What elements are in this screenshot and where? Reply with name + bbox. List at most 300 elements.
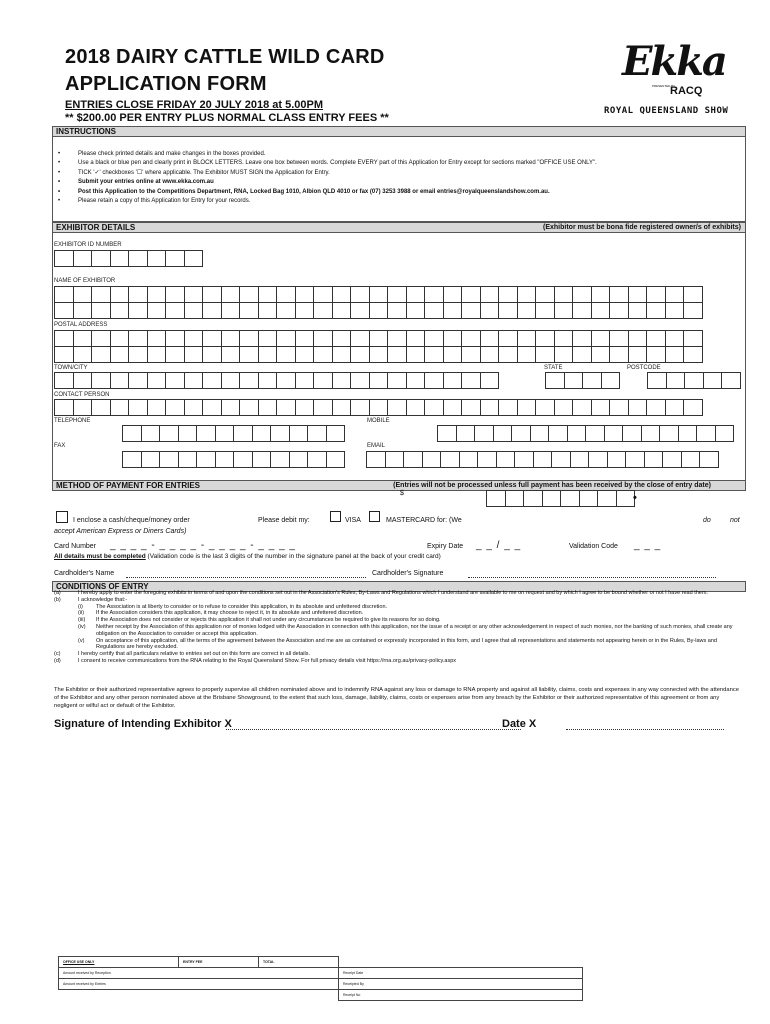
fax-field[interactable] [123,451,345,468]
input-box[interactable] [91,286,111,303]
input-box[interactable] [165,372,185,389]
input-box[interactable] [369,399,389,416]
input-box[interactable] [535,346,555,363]
input-box[interactable] [295,372,315,389]
input-box[interactable] [591,346,611,363]
input-box[interactable] [387,302,407,319]
input-box[interactable] [313,399,333,416]
input-box[interactable] [480,330,500,347]
input-box[interactable] [604,425,624,442]
input-box[interactable] [295,399,315,416]
input-box[interactable] [147,346,167,363]
input-box[interactable] [406,286,426,303]
input-box[interactable] [530,425,550,442]
input-box[interactable] [221,399,241,416]
input-box[interactable] [350,346,370,363]
input-box[interactable] [609,302,629,319]
email-field[interactable] [367,451,719,468]
input-box[interactable] [628,302,648,319]
input-box[interactable] [474,425,494,442]
input-box[interactable] [572,399,592,416]
input-box[interactable] [276,399,296,416]
input-box[interactable] [258,330,278,347]
input-box[interactable] [110,286,130,303]
input-box[interactable] [128,346,148,363]
input-box[interactable] [258,286,278,303]
input-box[interactable] [560,490,580,507]
input-box[interactable] [91,250,111,267]
input-box[interactable] [110,250,130,267]
input-box[interactable] [666,372,686,389]
input-box[interactable] [196,425,216,442]
input-box[interactable] [91,399,111,416]
input-box[interactable] [461,330,481,347]
input-box[interactable] [258,302,278,319]
input-box[interactable] [542,490,562,507]
input-box[interactable] [91,302,111,319]
input-box[interactable] [369,346,389,363]
input-box[interactable] [461,302,481,319]
input-box[interactable] [332,372,352,389]
input-box[interactable] [54,399,74,416]
input-box[interactable] [313,286,333,303]
input-box[interactable] [659,425,679,442]
input-box[interactable] [350,372,370,389]
input-box[interactable] [567,425,587,442]
input-box[interactable] [403,451,423,468]
input-box[interactable] [554,302,574,319]
input-box[interactable] [307,451,327,468]
telephone-field[interactable] [123,425,345,442]
input-box[interactable] [54,286,74,303]
input-box[interactable] [609,346,629,363]
input-box[interactable] [498,346,518,363]
input-box[interactable] [424,372,444,389]
input-box[interactable] [147,330,167,347]
input-box[interactable] [276,346,296,363]
input-box[interactable] [128,372,148,389]
input-box[interactable] [165,250,185,267]
input-box[interactable] [424,302,444,319]
input-box[interactable] [165,346,185,363]
input-box[interactable] [73,372,93,389]
input-box[interactable] [184,399,204,416]
input-box[interactable] [165,302,185,319]
input-box[interactable] [73,302,93,319]
input-box[interactable] [609,399,629,416]
input-box[interactable] [440,451,460,468]
input-box[interactable] [239,302,259,319]
input-box[interactable] [486,490,506,507]
input-box[interactable] [165,330,185,347]
input-box[interactable] [572,330,592,347]
input-box[interactable] [350,286,370,303]
input-box[interactable] [387,399,407,416]
input-box[interactable] [461,286,481,303]
input-box[interactable] [443,302,463,319]
input-box[interactable] [313,302,333,319]
input-box[interactable] [564,372,584,389]
input-box[interactable] [147,302,167,319]
validation-field[interactable]: _ _ _ [634,540,662,551]
input-box[interactable] [628,346,648,363]
mastercard-checkbox[interactable] [369,511,380,522]
input-box[interactable] [91,346,111,363]
input-box[interactable] [369,372,389,389]
input-box[interactable] [313,372,333,389]
input-box[interactable] [579,490,599,507]
input-box[interactable] [699,451,719,468]
amount-field[interactable] [487,490,635,507]
input-box[interactable] [461,346,481,363]
input-box[interactable] [276,302,296,319]
input-box[interactable] [221,330,241,347]
input-box[interactable] [159,451,179,468]
input-box[interactable] [597,490,617,507]
input-box[interactable] [628,286,648,303]
input-box[interactable] [239,372,259,389]
input-box[interactable] [295,346,315,363]
input-box[interactable] [535,330,555,347]
input-box[interactable] [582,372,602,389]
input-box[interactable] [696,425,716,442]
input-box[interactable] [644,451,664,468]
input-box[interactable] [443,286,463,303]
input-box[interactable] [313,330,333,347]
input-box[interactable] [517,286,537,303]
input-box[interactable] [73,250,93,267]
input-box[interactable] [424,286,444,303]
input-box[interactable] [258,346,278,363]
input-box[interactable] [313,346,333,363]
input-box[interactable] [141,451,161,468]
input-box[interactable] [122,451,142,468]
input-box[interactable] [437,425,457,442]
input-box[interactable] [128,399,148,416]
input-box[interactable] [683,399,703,416]
cash-checkbox[interactable] [56,511,68,523]
exhibitor-name-row2[interactable] [55,302,703,319]
input-box[interactable] [141,425,161,442]
input-box[interactable] [110,399,130,416]
input-box[interactable] [601,372,621,389]
input-box[interactable] [665,399,685,416]
input-box[interactable] [369,330,389,347]
input-box[interactable] [73,346,93,363]
input-box[interactable] [591,399,611,416]
input-box[interactable] [535,399,555,416]
input-box[interactable] [480,372,500,389]
input-box[interactable] [350,330,370,347]
input-box[interactable] [406,302,426,319]
input-box[interactable] [498,302,518,319]
input-box[interactable] [498,286,518,303]
input-box[interactable] [202,372,222,389]
town-field[interactable] [55,372,499,389]
input-box[interactable] [332,346,352,363]
input-box[interactable] [588,451,608,468]
input-box[interactable] [202,330,222,347]
input-box[interactable] [514,451,534,468]
input-box[interactable] [184,302,204,319]
input-box[interactable] [498,330,518,347]
input-box[interactable] [159,425,179,442]
input-box[interactable] [511,425,531,442]
input-box[interactable] [332,286,352,303]
input-box[interactable] [221,302,241,319]
input-box[interactable] [665,330,685,347]
input-box[interactable] [554,346,574,363]
input-box[interactable] [498,399,518,416]
postal-address-row1[interactable] [55,330,703,347]
input-box[interactable] [54,346,74,363]
mobile-field[interactable] [438,425,734,442]
input-box[interactable] [128,286,148,303]
input-box[interactable] [270,451,290,468]
input-box[interactable] [276,330,296,347]
input-box[interactable] [609,286,629,303]
input-box[interactable] [350,302,370,319]
input-box[interactable] [233,451,253,468]
postcode-field[interactable] [648,372,741,389]
input-box[interactable] [572,286,592,303]
input-box[interactable] [533,451,553,468]
input-box[interactable] [480,302,500,319]
input-box[interactable] [165,399,185,416]
input-box[interactable] [258,372,278,389]
contact-field[interactable] [55,399,703,416]
input-box[interactable] [307,425,327,442]
input-box[interactable] [184,250,204,267]
input-box[interactable] [443,372,463,389]
state-field[interactable] [546,372,620,389]
input-box[interactable] [239,399,259,416]
input-box[interactable] [665,302,685,319]
input-box[interactable] [523,490,543,507]
input-box[interactable] [646,399,666,416]
input-box[interactable] [683,302,703,319]
input-box[interactable] [184,286,204,303]
input-box[interactable] [554,399,574,416]
input-box[interactable] [591,302,611,319]
input-box[interactable] [221,346,241,363]
input-box[interactable] [424,346,444,363]
input-box[interactable] [387,346,407,363]
input-box[interactable] [406,346,426,363]
input-box[interactable] [517,399,537,416]
input-box[interactable] [387,330,407,347]
input-box[interactable] [625,451,645,468]
input-box[interactable] [385,451,405,468]
input-box[interactable] [517,346,537,363]
input-box[interactable] [54,302,74,319]
input-box[interactable] [628,399,648,416]
input-box[interactable] [678,425,698,442]
input-box[interactable] [239,286,259,303]
input-box[interactable] [184,372,204,389]
input-box[interactable] [128,302,148,319]
input-box[interactable] [443,399,463,416]
input-box[interactable] [554,286,574,303]
input-box[interactable] [295,302,315,319]
input-box[interactable] [683,330,703,347]
input-box[interactable] [165,286,185,303]
input-box[interactable] [609,330,629,347]
input-box[interactable] [332,330,352,347]
input-box[interactable] [572,302,592,319]
input-box[interactable] [233,425,253,442]
input-box[interactable] [196,451,216,468]
input-box[interactable] [91,372,111,389]
input-box[interactable] [517,330,537,347]
input-box[interactable] [326,451,346,468]
input-box[interactable] [683,286,703,303]
input-box[interactable] [73,286,93,303]
input-box[interactable] [387,372,407,389]
input-box[interactable] [239,346,259,363]
input-box[interactable] [332,399,352,416]
exhibitor-id-field[interactable] [55,250,203,267]
input-box[interactable] [147,286,167,303]
input-box[interactable] [369,286,389,303]
input-box[interactable] [572,346,592,363]
input-box[interactable] [480,399,500,416]
input-box[interactable] [456,425,476,442]
input-box[interactable] [326,425,346,442]
input-box[interactable] [703,372,723,389]
input-box[interactable] [665,286,685,303]
input-box[interactable] [646,286,666,303]
input-box[interactable] [73,399,93,416]
input-box[interactable] [406,372,426,389]
input-box[interactable] [110,346,130,363]
input-box[interactable] [622,425,642,442]
input-box[interactable] [607,451,627,468]
input-box[interactable] [665,346,685,363]
input-box[interactable] [591,330,611,347]
input-box[interactable] [369,302,389,319]
input-box[interactable] [480,346,500,363]
input-box[interactable] [517,302,537,319]
input-box[interactable] [54,330,74,347]
input-box[interactable] [221,286,241,303]
postal-address-row2[interactable] [55,346,703,363]
input-box[interactable] [54,250,74,267]
input-box[interactable] [184,346,204,363]
input-box[interactable] [332,302,352,319]
expiry-field[interactable]: _ _ / _ _ [476,540,522,551]
input-box[interactable] [628,330,648,347]
input-box[interactable] [424,399,444,416]
input-box[interactable] [461,372,481,389]
input-box[interactable] [73,330,93,347]
input-box[interactable] [591,286,611,303]
input-box[interactable] [147,372,167,389]
input-box[interactable] [252,425,272,442]
input-box[interactable] [459,451,479,468]
input-box[interactable] [295,330,315,347]
signature-field[interactable] [226,729,521,730]
input-box[interactable] [215,451,235,468]
input-box[interactable] [681,451,701,468]
input-box[interactable] [554,330,574,347]
input-box[interactable] [477,451,497,468]
input-box[interactable] [276,286,296,303]
input-box[interactable] [641,425,661,442]
input-box[interactable] [505,490,525,507]
input-box[interactable] [496,451,516,468]
input-box[interactable] [551,451,571,468]
input-box[interactable] [202,346,222,363]
input-box[interactable] [646,302,666,319]
date-field[interactable] [566,729,724,730]
input-box[interactable] [424,330,444,347]
cardholder-signature-field[interactable] [468,577,716,578]
input-box[interactable] [545,372,565,389]
input-box[interactable] [276,372,296,389]
input-box[interactable] [366,451,386,468]
input-box[interactable] [684,372,704,389]
input-box[interactable] [128,250,148,267]
input-box[interactable] [128,330,148,347]
visa-checkbox[interactable] [330,511,341,522]
input-box[interactable] [178,451,198,468]
input-box[interactable] [585,425,605,442]
input-box[interactable] [443,330,463,347]
input-box[interactable] [270,425,290,442]
input-box[interactable] [548,425,568,442]
input-box[interactable] [258,399,278,416]
input-box[interactable] [683,346,703,363]
input-box[interactable] [715,425,735,442]
input-box[interactable] [184,330,204,347]
input-box[interactable] [289,451,309,468]
input-box[interactable] [252,451,272,468]
input-box[interactable] [110,372,130,389]
input-box[interactable] [570,451,590,468]
input-box[interactable] [110,330,130,347]
card-number-field[interactable]: _ _ _ _ - _ _ _ _ - _ _ _ _ - _ _ _ _ [110,540,296,551]
input-box[interactable] [443,346,463,363]
input-box[interactable] [54,372,74,389]
input-box[interactable] [646,330,666,347]
input-box[interactable] [406,399,426,416]
input-box[interactable] [239,330,259,347]
input-box[interactable] [91,330,111,347]
input-box[interactable] [202,399,222,416]
input-box[interactable] [646,346,666,363]
input-box[interactable] [147,399,167,416]
input-box[interactable] [350,399,370,416]
exhibitor-name-row1[interactable] [55,286,703,303]
input-box[interactable] [387,286,407,303]
input-box[interactable] [215,425,235,442]
cardholder-name-field[interactable] [126,577,366,578]
input-box[interactable] [110,302,130,319]
input-box[interactable] [178,425,198,442]
input-box[interactable] [202,286,222,303]
input-box[interactable] [221,372,241,389]
input-box[interactable] [721,372,741,389]
input-box[interactable] [480,286,500,303]
input-box[interactable] [647,372,667,389]
input-box[interactable] [535,302,555,319]
input-box[interactable] [289,425,309,442]
input-box[interactable] [662,451,682,468]
input-box[interactable] [422,451,442,468]
input-box[interactable] [493,425,513,442]
input-box[interactable] [202,302,222,319]
